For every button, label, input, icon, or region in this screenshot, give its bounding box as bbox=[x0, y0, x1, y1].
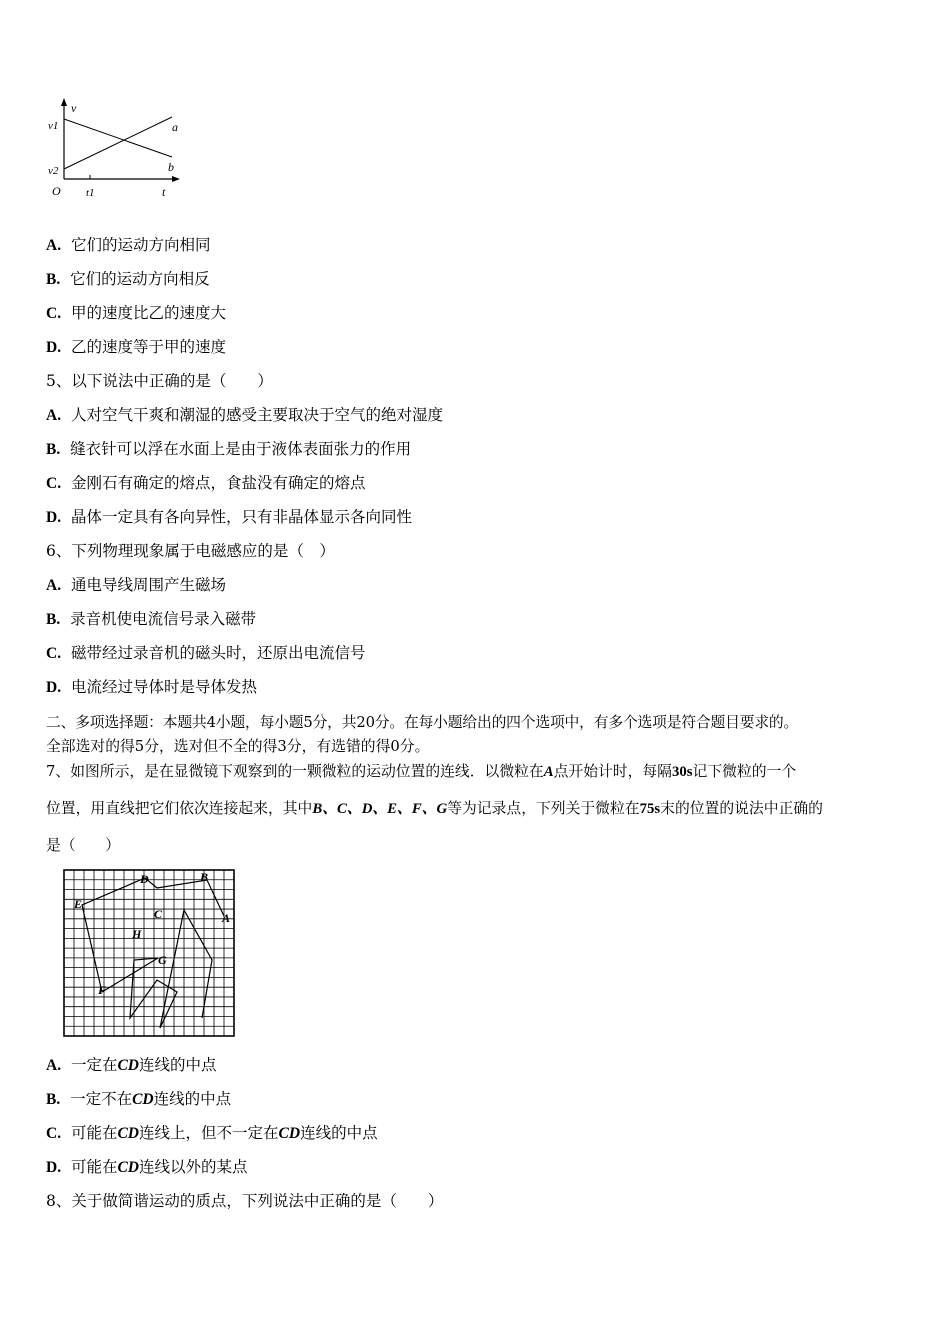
vt-graph bbox=[40, 95, 190, 205]
label-d: D bbox=[140, 872, 149, 886]
option-text: 它们的运动方向相同 bbox=[70, 236, 211, 254]
option-letter: D. bbox=[46, 679, 62, 696]
q7-point-a: A bbox=[543, 764, 554, 780]
q6-option-a bbox=[46, 575, 226, 596]
q7-line2 bbox=[46, 799, 823, 819]
section2-line2: 全部选对的得5分，选对但不全的得3分，有选错的得0分。 bbox=[46, 738, 430, 755]
q7-grid-figure bbox=[62, 868, 238, 1040]
q7-30s: 30s bbox=[671, 764, 693, 780]
option-text: 乙的速度等于甲的速度 bbox=[70, 338, 226, 356]
q8-stem: 8、关于做简谐运动的质点，下列说法中正确的是（ ） bbox=[46, 1192, 444, 1210]
option-text: 人对空气干爽和潮湿的感受主要取决于空气的绝对湿度 bbox=[70, 406, 443, 424]
section2-line1: 二、多项选择题：本题共4小题，每小题5分，共20分。在每小题给出的四个选项中，有多个选项是符合题目要求的。 bbox=[46, 714, 799, 731]
q7-75s: 75s bbox=[639, 801, 661, 817]
option-text: 一定不在 bbox=[70, 1090, 133, 1108]
option-letter: C. bbox=[46, 475, 62, 492]
option-letter: A. bbox=[46, 407, 62, 424]
t-axis-arrow bbox=[172, 176, 180, 182]
option-letter: D. bbox=[46, 339, 62, 356]
option-text: 可能在 bbox=[70, 1124, 118, 1142]
label-v2: v2 bbox=[48, 165, 59, 177]
q7-option-d bbox=[46, 1157, 248, 1178]
option-cd: CD bbox=[117, 1159, 139, 1176]
option-text: 通电导线周围产生磁场 bbox=[70, 576, 226, 594]
label-t1: t1 bbox=[86, 187, 95, 199]
label-a: a bbox=[172, 120, 178, 134]
q5-option-d bbox=[46, 507, 412, 528]
label-b: b bbox=[168, 160, 174, 174]
option-letter: A. bbox=[46, 237, 62, 254]
option-letter: B. bbox=[46, 1091, 61, 1108]
label-b: B bbox=[200, 870, 209, 884]
q5-option-c bbox=[46, 473, 365, 494]
v-axis-arrow bbox=[61, 98, 67, 106]
q7-option-c bbox=[46, 1123, 378, 1144]
q7-text: 记下微粒的一个 bbox=[692, 763, 797, 780]
q7-text: 末的位置的说法中正确的 bbox=[660, 800, 823, 817]
q5-stem: 5、以下说法中正确的是（ ） bbox=[46, 372, 273, 390]
q7-line1 bbox=[46, 762, 796, 782]
option-text: 缝衣针可以浮在水面上是由于液体表面张力的作用 bbox=[70, 440, 412, 458]
label-c: C bbox=[154, 907, 163, 921]
option-text: 金刚石有确定的熔点，食盐没有确定的熔点 bbox=[70, 474, 366, 492]
option-letter: C. bbox=[46, 645, 62, 662]
label-v1: v1 bbox=[48, 120, 59, 132]
option-letter: D. bbox=[46, 1159, 62, 1176]
label-e: E bbox=[74, 897, 83, 911]
q4-option-a bbox=[46, 235, 210, 256]
option-cd: CD bbox=[117, 1125, 139, 1142]
label-h: H bbox=[132, 927, 142, 941]
q7-points: B、C、D、E、F、G bbox=[312, 801, 448, 817]
option-letter: A. bbox=[46, 577, 62, 594]
label-g: G bbox=[158, 953, 167, 967]
q5-option-b bbox=[46, 439, 411, 460]
option-text: 晶体一定具有各向异性，只有非晶体显示各向同性 bbox=[70, 508, 412, 526]
q4-option-d bbox=[46, 337, 226, 358]
option-letter: B. bbox=[46, 271, 61, 288]
option-letter: B. bbox=[46, 611, 61, 628]
option-text: 电流经过导体时是导体发热 bbox=[70, 678, 257, 696]
q7-text: 位置，用直线把它们依次连接起来，其中 bbox=[46, 800, 313, 817]
option-text: 可能在 bbox=[70, 1158, 118, 1176]
option-letter: C. bbox=[46, 305, 62, 322]
q7-text: 等为记录点，下列关于微粒在 bbox=[447, 800, 640, 817]
q4-option-b bbox=[46, 269, 210, 290]
q7-option-a bbox=[46, 1055, 217, 1076]
option-text: 连线上，但不一定在 bbox=[139, 1124, 279, 1142]
q6-option-c bbox=[46, 643, 365, 664]
option-text: 它们的运动方向相反 bbox=[70, 270, 210, 288]
option-letter: D. bbox=[46, 509, 62, 526]
option-text: 甲的速度比乙的速度大 bbox=[70, 304, 226, 322]
option-text: 连线的中点 bbox=[300, 1124, 378, 1142]
q5-option-a bbox=[46, 405, 443, 426]
option-letter: A. bbox=[46, 1057, 62, 1074]
q4-option-c bbox=[46, 303, 226, 324]
q6-option-d bbox=[46, 677, 257, 698]
option-letter: C. bbox=[46, 1125, 62, 1142]
option-cd: CD bbox=[117, 1057, 139, 1074]
particle-path bbox=[82, 878, 224, 1028]
label-f: F bbox=[98, 983, 107, 997]
option-cd: CD bbox=[132, 1091, 154, 1108]
option-text: 磁带经过录音机的磁头时，还原出电流信号 bbox=[70, 644, 366, 662]
option-letter: B. bbox=[46, 441, 61, 458]
option-text: 录音机使电流信号录入磁带 bbox=[70, 610, 257, 628]
q6-option-b bbox=[46, 609, 256, 630]
label-t: t bbox=[162, 185, 166, 199]
option-cd: CD bbox=[278, 1125, 301, 1142]
q7-line3: 是（ ） bbox=[46, 837, 120, 854]
option-text: 连线以外的某点 bbox=[139, 1158, 248, 1176]
label-a: A bbox=[222, 911, 231, 925]
q7-text: 点开始计时，每隔 bbox=[553, 763, 672, 780]
q6-stem: 6、下列物理现象属于电磁感应的是（ ） bbox=[46, 542, 335, 560]
label-origin: O bbox=[52, 184, 61, 198]
q7-option-b bbox=[46, 1089, 231, 1110]
option-text: 一定在 bbox=[70, 1056, 118, 1074]
option-text: 连线的中点 bbox=[139, 1056, 217, 1074]
option-text: 连线的中点 bbox=[153, 1090, 232, 1108]
label-v: v bbox=[71, 101, 77, 115]
q7-text: 7、如图所示，是在显微镜下观察到的一颗微粒的运动位置的连线．以微粒在 bbox=[46, 763, 544, 780]
